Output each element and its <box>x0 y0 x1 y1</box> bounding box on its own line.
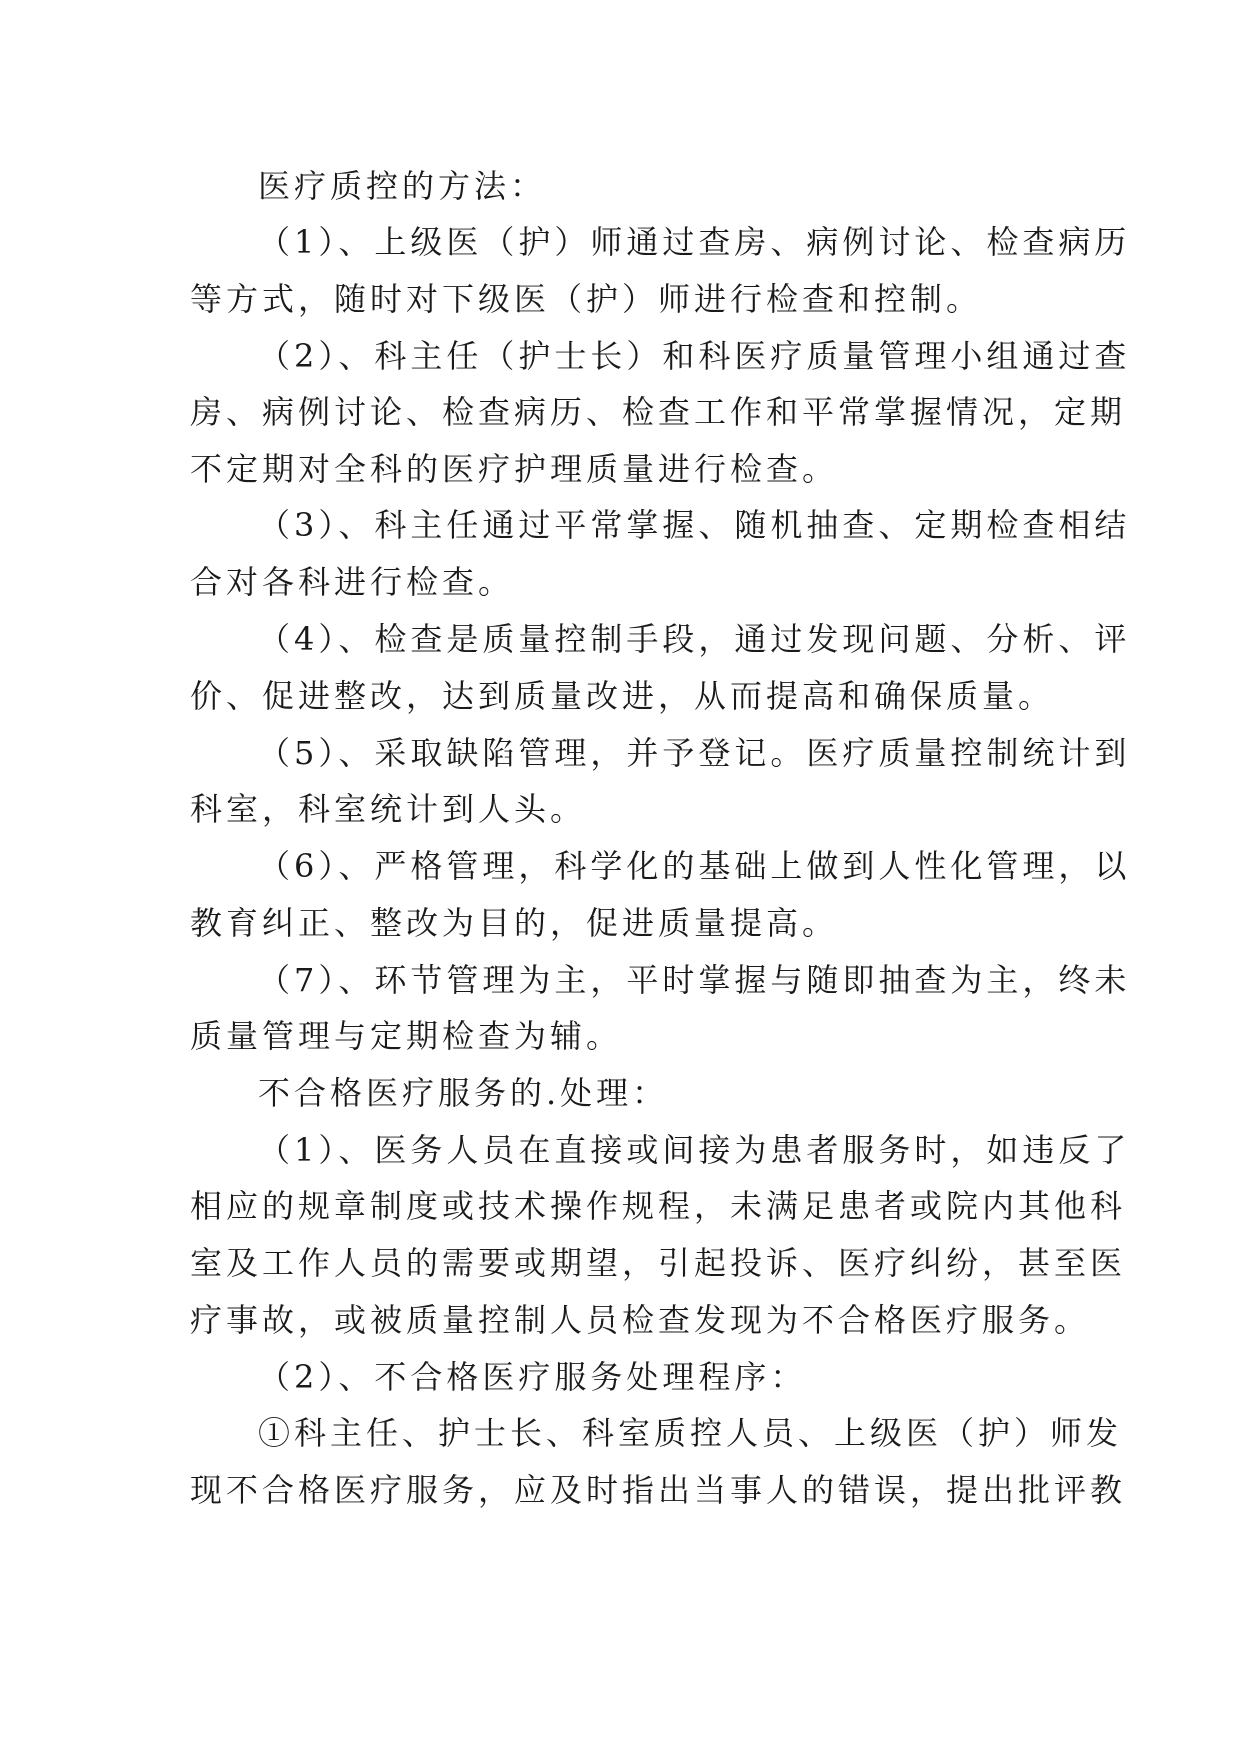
paragraph-line: （7）、环节管理为主，平时掌握与随即抽查为主，终未 <box>258 961 1131 999</box>
paragraph-line: 合对各科进行检查。 <box>190 563 515 601</box>
paragraph-line: 疗事故，或被质量控制人员检查发现为不合格医疗服务。 <box>190 1301 1091 1339</box>
paragraph-line: （5）、采取缺陷管理，并予登记。医疗质量控制统计到 <box>258 734 1131 772</box>
paragraph-line: （3）、科主任通过平常掌握、随机抽查、定期检查相结 <box>258 506 1131 544</box>
paragraph-line: （4）、检查是质量控制手段，通过发现问题、分析、评 <box>258 620 1131 658</box>
paragraph-line: 不定期对全科的医疗护理质量进行检查。 <box>190 450 839 488</box>
paragraph-line: ①科主任、护士长、科室质控人员、上级医（护）师发 <box>258 1414 1123 1452</box>
section-heading-qc-methods: 医疗质控的方法： <box>258 167 547 205</box>
paragraph-line: （2）、不合格医疗服务处理程序： <box>258 1358 807 1396</box>
paragraph-line: （6）、严格管理，科学化的基础上做到人性化管理，以 <box>258 847 1131 885</box>
paragraph-line: （1）、上级医（护）师通过查房、病例讨论、检查病历 <box>258 223 1131 261</box>
paragraph-line: 教育纠正、整改为目的，促进质量提高。 <box>190 904 839 942</box>
paragraph-line: 房、病例讨论、检查病历、检查工作和平常掌握情况，定期 <box>190 393 1127 431</box>
paragraph-line: 现不合格医疗服务，应及时指出当事人的错误，提出批评教 <box>190 1471 1127 1509</box>
paragraph-line: 科室，科室统计到人头。 <box>190 790 587 828</box>
paragraph-line: （2）、科主任（护士长）和科医疗质量管理小组通过查 <box>258 337 1131 375</box>
section-heading-nonconforming: 不合格医疗服务的.处理： <box>258 1074 669 1112</box>
paragraph-line: 等方式，随时对下级医（护）师进行检查和控制。 <box>190 280 983 318</box>
paragraph-line: 质量管理与定期检查为辅。 <box>190 1017 623 1055</box>
paragraph-line: 室及工作人员的需要或期望，引起投诉、医疗纠纷，甚至医 <box>190 1244 1127 1282</box>
paragraph-line: 相应的规章制度或技术操作规程，未满足患者或院内其他科 <box>190 1187 1127 1225</box>
paragraph-line: 价、促进整改，达到质量改进，从而提高和确保质量。 <box>190 677 1055 715</box>
paragraph-line: （1）、医务人员在直接或间接为患者服务时，如违反了 <box>258 1131 1131 1169</box>
